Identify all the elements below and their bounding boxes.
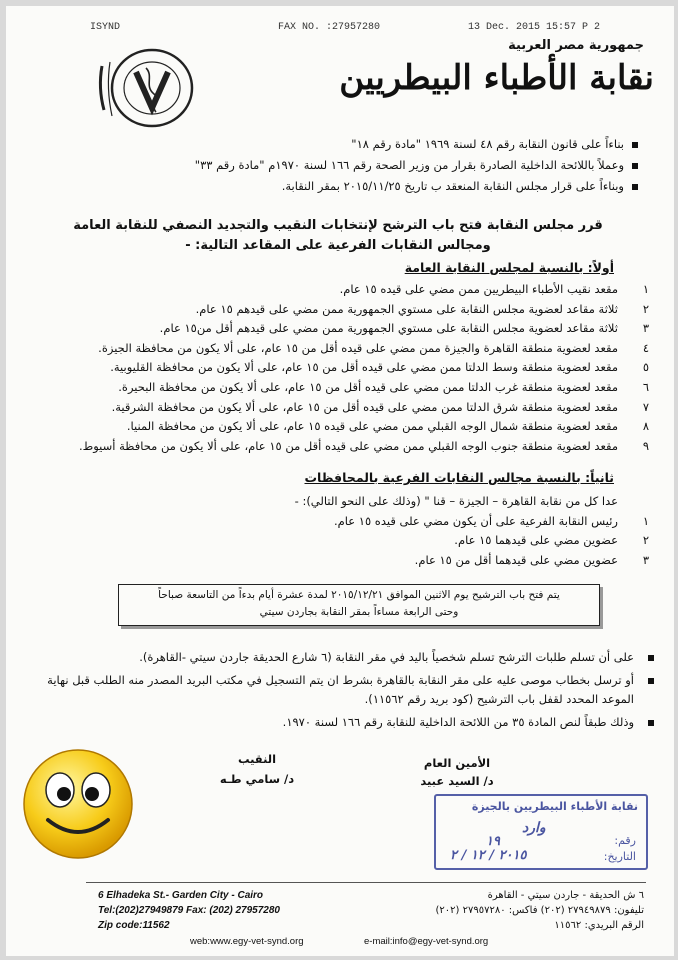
footer-phone-ar: تليفون: ٢٧٩٤٩٨٧٩ (٢٠٢) فاكس: ٢٧٩٥٧٢٨٠ (٢٠٢): [435, 905, 644, 916]
section1-title: أولاً: بالنسبة لمجلس النقابة العامة: [404, 260, 614, 275]
list-item: [34, 319, 654, 339]
item-number: ٣: [642, 321, 650, 336]
footer-address-ar: ٦ ش الحديقة - جاردن سيتي - القاهرة: [487, 890, 644, 901]
head-signature: [202, 752, 312, 786]
section2-title: ثانياً: بالنسبة مجالس النقابات الفرعية بالمحافظات: [304, 470, 614, 485]
item-number: ٣: [642, 552, 650, 567]
footer-email-link[interactable]: e-mail:info@egy-vet-synd.org: [364, 936, 489, 947]
general-secretary-signature: [392, 756, 522, 788]
preamble-line: بناءاً على قانون النقابة رقم ٤٨ لسنة ١٩٦٩ "مادة رقم ١٨": [138, 134, 638, 155]
fax-number: FAX NO. :27957280: [278, 22, 381, 33]
footer-zip-ar: الرقم البريدي: ١١٥٦٢: [554, 920, 644, 931]
stamp-number-label: رقم:: [614, 834, 636, 847]
fax-page: [6, 6, 674, 956]
item-text: عضوين مضي على قيدهما ١٥ عام.: [454, 533, 618, 548]
item-number: ٧: [642, 399, 650, 414]
note-line: يتم فتح باب الترشيح يوم الاثنين الموافق ٢٠١٥/١٢/٢١ لمدة عشرة أيام بدءاً من التاسعة صباحاً: [158, 589, 560, 601]
list-item: [34, 512, 654, 532]
condition-item: أو ترسل بخطاب موصى عليه على مقر النقابة بالقاهرة بشرط ان يتم التسجيل في مكتب البريد المصدر منه الطلب قبل نهاية الموعد المحدد لقفل باب الترشيح (كود بريد رقم ١١٥٦٢).: [24, 671, 654, 709]
syndicate-title: نقابة الأطباء البيطريين: [339, 58, 654, 98]
item-text: مقعد لعضوية منطقة غرب الدلتا ممن مضي على قيده أقل من ١٥ عام، على ألا يكون من محافظة البحيرة.: [118, 379, 618, 394]
section1-list: [34, 280, 654, 456]
item-number: ٢: [642, 533, 650, 548]
list-item: [34, 551, 654, 571]
decision-line: ومجالس النقابات الفرعية على المقاعد التالية: -: [185, 238, 491, 253]
condition-item: على أن تسلم طلبات الترشح تسلم شخصياً باليد في مقر النقابة (٦ شارع الحديقة جاردن سيتي -القاهرة).: [24, 648, 654, 667]
list-item: [34, 417, 654, 437]
preamble-line: وعملاً باللائحة الداخلية الصادرة بقرار من وزير الصحة رقم ١٦٦ لسنة ١٩٧٠م "مادة رقم ٣٣": [138, 155, 638, 176]
list-item: [34, 531, 654, 551]
footer-divider: [86, 882, 646, 883]
item-number: ٢: [642, 301, 650, 316]
footer-address-en: 6 Elhadeka St.- Garden City - Cairo: [98, 890, 264, 901]
item-text: رئيس النقابة الفرعية على أن يكون مضي على قيده ١٥ عام.: [334, 513, 618, 528]
stamp-date-value: ٢٠١٥ / ١٢ / ٢: [450, 848, 527, 863]
item-text: عضوين مضي على قيدهما أقل من ١٥ عام.: [414, 552, 618, 567]
item-text: مقعد نقيب الأطباء البيطريين ممن مضي على قيده ١٥ عام.: [339, 282, 618, 296]
footer-website-link[interactable]: web:www.egy-vet-synd.org: [190, 936, 304, 947]
item-text: مقعد لعضوية منطقة وسط الدلتا ممن مضي على قيده أقل من ١٥ عام، على ألا يكون من محافظة القليوبية.: [110, 360, 618, 375]
footer-zip-en: Zip code:11562: [98, 920, 170, 931]
item-text: مقعد لعضوية منطقة جنوب الوجه القبلي ممن مضي على قيده أقل من ١٥ عام، على ألا يكون من محافظة أسيوط.: [78, 438, 618, 453]
preamble: [138, 134, 638, 197]
signature-title: النقيب: [237, 752, 277, 766]
incoming-stamp: [434, 794, 648, 870]
stamp-number-value: ١٩: [486, 834, 500, 849]
item-number: ٤: [642, 340, 650, 355]
section2-intro: عدا كل من نقابة القاهرة – الجيزة – قنا " (وذلك على النحو التالي): -: [294, 494, 618, 508]
signature-title: الأمين العام: [423, 756, 491, 770]
item-text: مقعد لعضوية منطقة شرق الدلتا ممن مضي على قيده أقل من ١٥ عام، على ألا يكون من محافظة الشرقية.: [111, 399, 618, 414]
item-number: ٩: [642, 438, 650, 453]
list-item: [34, 339, 654, 359]
stamp-incoming: وارد: [522, 820, 546, 836]
item-text: مقعد لعضوية منطقة القاهرة والجيزة ممن مضي على قيده أقل من ١٥ عام، على ألا يكون من محافظة الجيزة.: [98, 340, 618, 355]
stamp-title: نقابة الأطباء البيطريين بالجيزة: [471, 800, 638, 813]
footer-phone-en: Tel:(202)27949879 Fax: (202) 27957280: [98, 905, 280, 916]
list-item: [34, 300, 654, 320]
syndicate-logo-icon: [96, 46, 200, 130]
fax-date: 13 Dec. 2015 15:57 P 2: [468, 22, 601, 33]
list-item: [34, 358, 654, 378]
list-item: [34, 378, 654, 398]
stamp-date-label: التاريخ:: [603, 850, 636, 863]
decision-line: قرر مجلس النقابة فتح باب الترشح لإنتخابات النقيب والتجديد النصفي للنقابة العامة: [73, 218, 603, 233]
condition-item: وذلك طبقاً لنص المادة ٣٥ من اللائحة الداخلية للنقابة رقم ١٦٦ لسنة ١٩٧٠.: [24, 713, 654, 732]
fax-header: [6, 16, 674, 32]
section2-list: [34, 492, 654, 570]
item-text: مقعد لعضوية منطقة شمال الوجه القبلي ممن مضي على قيده ١٥ عام، على ألا يكون من محافظة المنيا.: [126, 419, 618, 434]
signature-name: د/ سامي طـه: [219, 772, 295, 786]
preamble-line: وبناءاً على قرار مجلس النقابة المنعقد ب تاريخ ٢٠١٥/١١/٢٥ بمقر النقابة.: [138, 176, 638, 197]
note-line: وحتى الرابعة مساءاً بمقر النقابة بجاردن سيتي: [259, 606, 459, 618]
decision-heading: [38, 216, 638, 256]
list-item: [34, 398, 654, 418]
list-item: [34, 437, 654, 457]
signature-name: د/ السيد عبيد: [420, 774, 494, 788]
item-number: ١: [642, 282, 650, 296]
list-item: [34, 280, 654, 300]
conditions-list: [24, 648, 654, 736]
item-text: ثلاثة مقاعد لعضوية مجلس النقابة على مستوي الجمهورية ممن مضي على قيدهم ١٥ عام.: [195, 301, 618, 316]
smiley-face-icon: [18, 744, 138, 864]
item-number: ٦: [642, 379, 650, 394]
fax-sender: ISYND: [90, 22, 121, 33]
item-number: ٨: [642, 419, 650, 434]
item-number: ٥: [642, 360, 650, 375]
item-number: ١: [642, 513, 650, 528]
country-heading: جمهورية مصر العربية: [508, 38, 644, 53]
item-text: ثلاثة مقاعد لعضوية مجلس النقابة على مستوي الجمهورية ممن مضي على قيدهم أقل من١٥ عام.: [159, 321, 618, 336]
nomination-note-box: [118, 584, 600, 626]
